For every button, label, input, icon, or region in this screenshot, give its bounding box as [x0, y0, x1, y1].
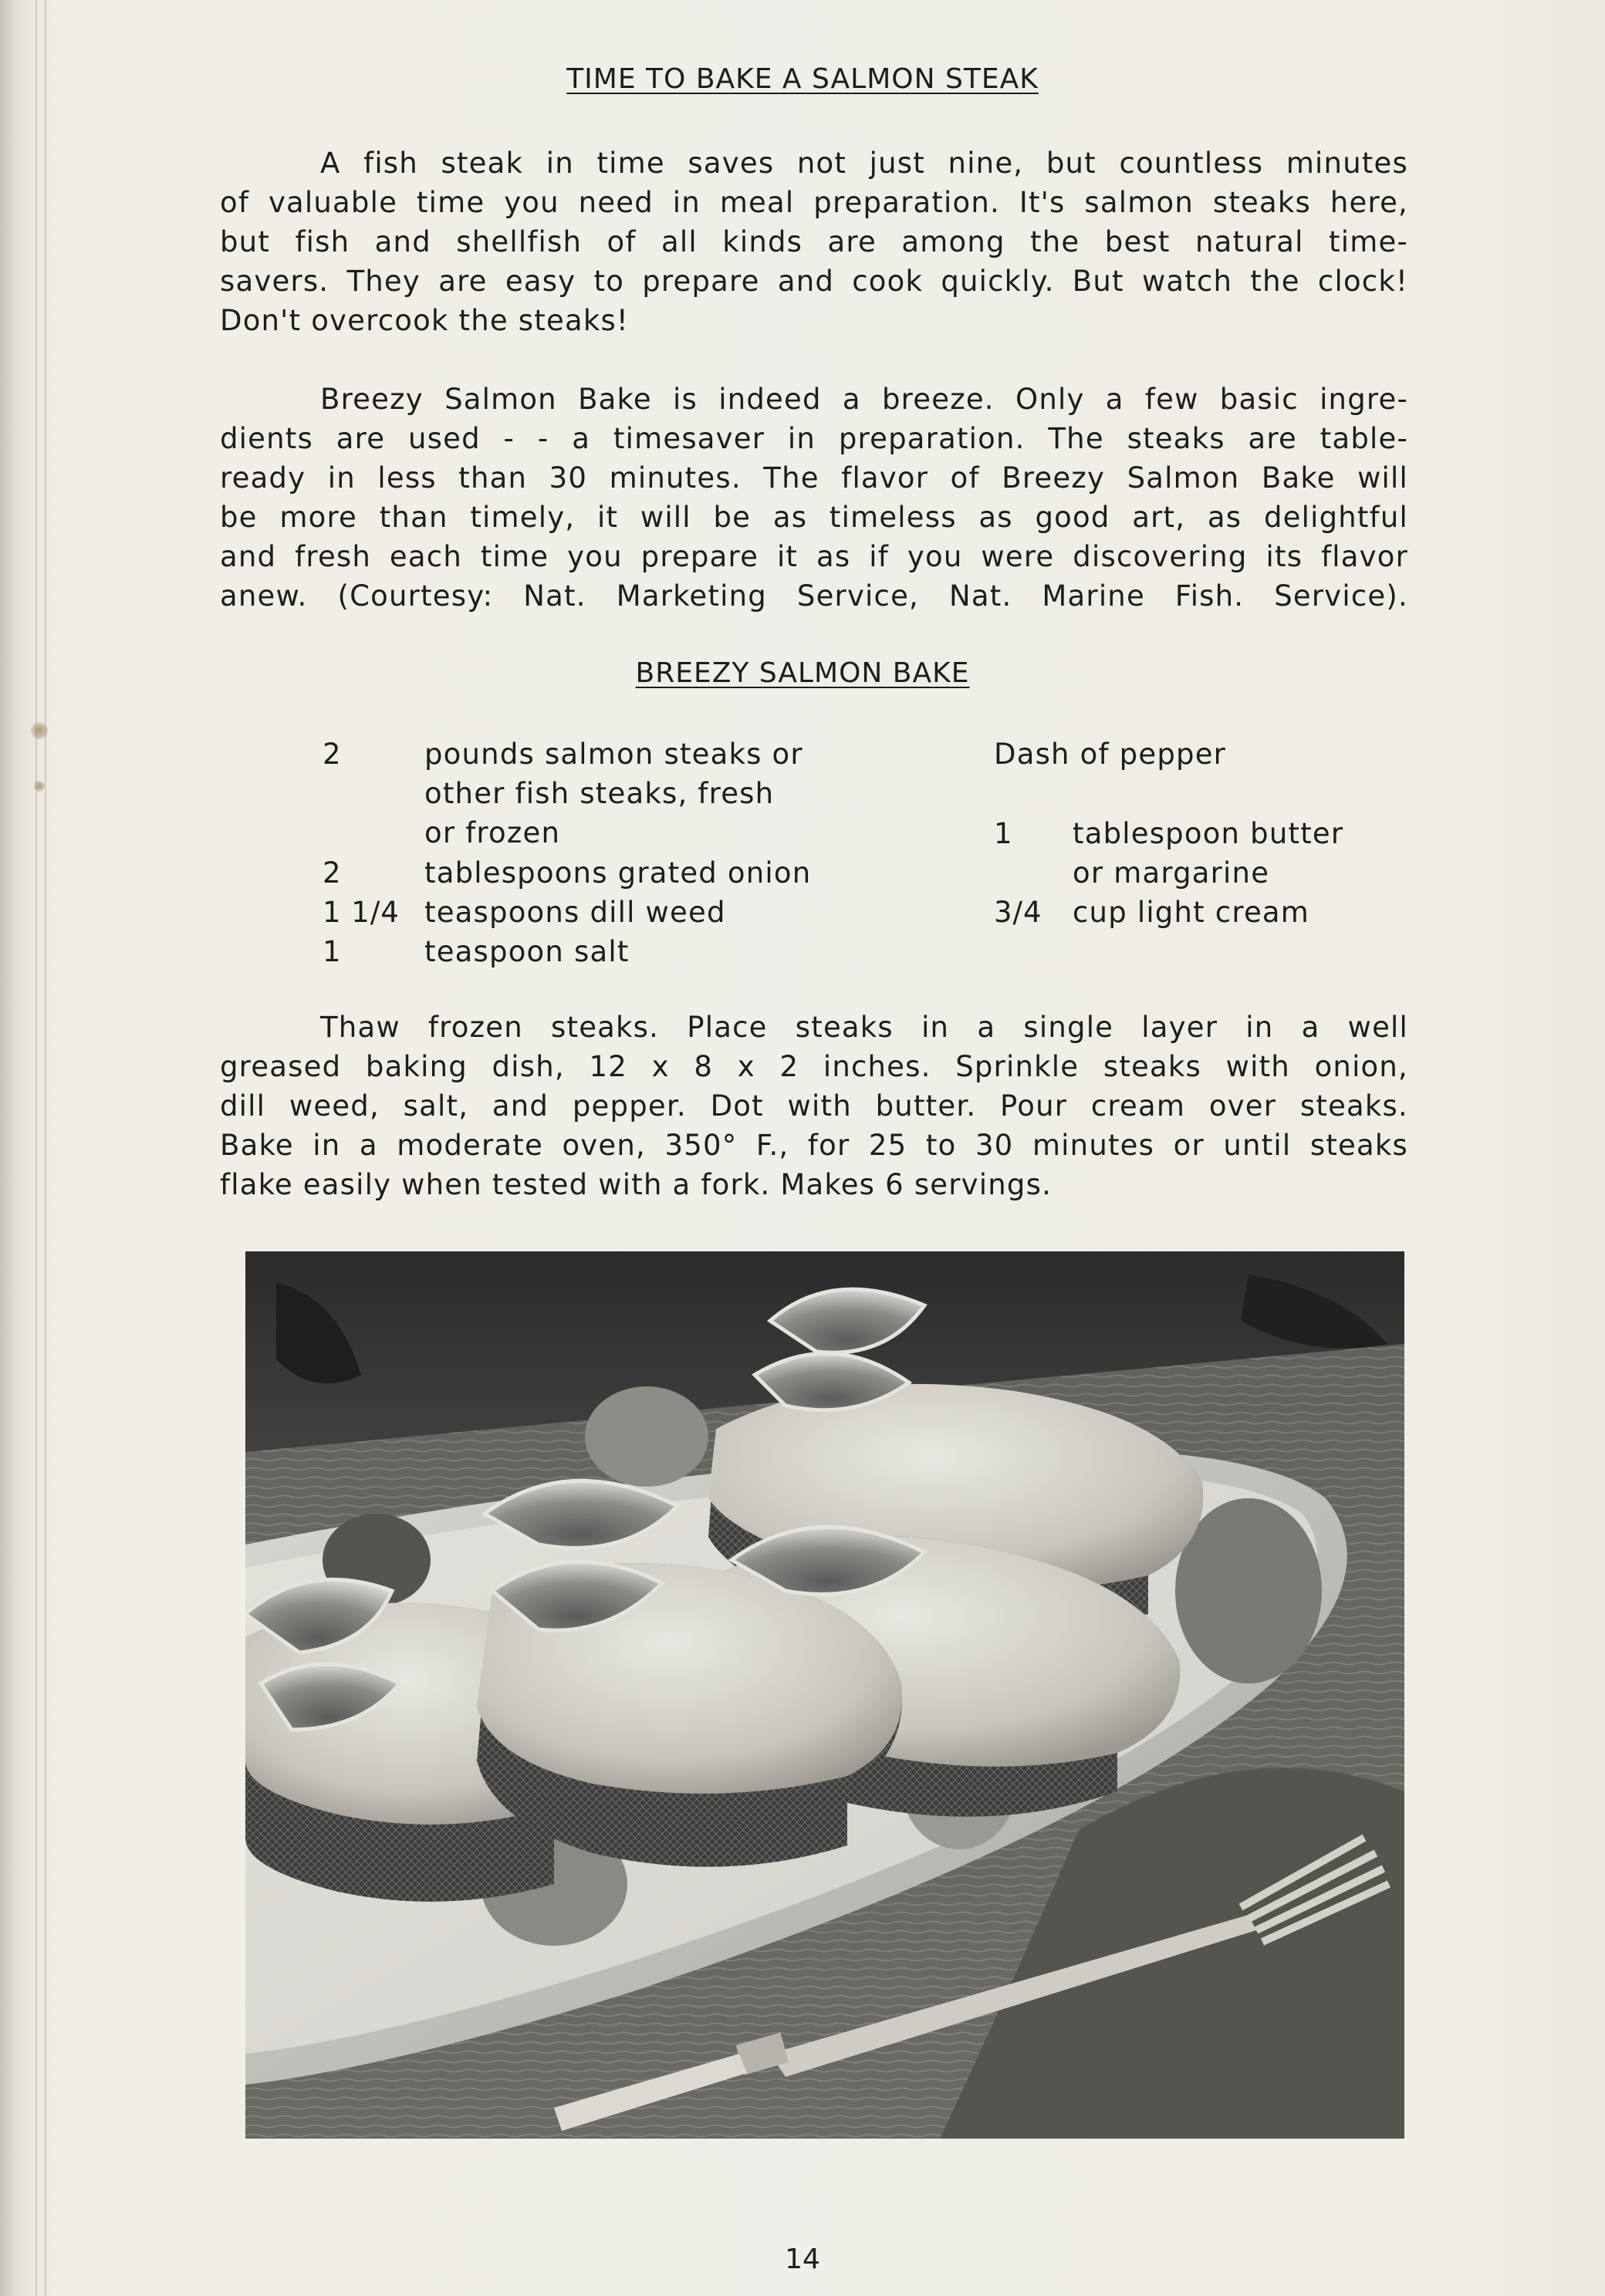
ingredient-line: tablespoons grated onion	[424, 856, 812, 890]
binding-line	[35, 0, 37, 2296]
paragraph-line: Thaw frozen steaks. Place steaks in a single layer in a well	[320, 1011, 1408, 1044]
ingredient-item	[424, 893, 726, 932]
paragraph-line: Breezy Salmon Bake is indeed a breeze. Only a few basic ingre-	[320, 383, 1408, 416]
ingredient-line: cup light cream	[1073, 896, 1310, 929]
ingredient-line: pounds salmon steaks or	[424, 738, 803, 771]
ingredient-line: Dash of pepper	[994, 738, 1227, 771]
ingredient-quantity: 3/4	[994, 896, 1042, 929]
ingredient-quantity: 1	[323, 935, 342, 968]
page-stain	[34, 781, 45, 792]
salmon-steaks-photo	[245, 1251, 1404, 2139]
ingredient-item	[1073, 814, 1343, 893]
ingredient-item	[424, 853, 811, 893]
ingredient-quantity: 2	[323, 738, 342, 771]
ingredient-quantity: 1	[994, 817, 1013, 850]
paragraph-line: be more than timely, it will be as timeless as good art, as delightful	[220, 501, 1408, 534]
paragraph-line: A fish steak in time saves not just nine, but countless minutes	[320, 147, 1408, 180]
paragraph-line: flake easily when tested with a fork. Makes 6 servings.	[220, 1168, 1053, 1201]
ingredient-quantity: 1 1/4	[323, 896, 400, 929]
recipe-title-text: BREEZY SALMON BAKE	[635, 657, 970, 689]
paragraph-line: of valuable time you need in meal preparation. It's salmon steaks here,	[220, 186, 1408, 219]
ingredient-line: or margarine	[1073, 856, 1270, 890]
ingredient-line: other fish steaks, fresh	[424, 777, 775, 810]
description-paragraph	[220, 380, 1408, 616]
ingredient-line: teaspoons dill weed	[424, 896, 726, 929]
binding-line	[45, 0, 46, 2296]
recipe-title	[0, 657, 1605, 689]
paragraph-line: anew. (Courtesy: Nat. Marketing Service, Nat. Marine Fish. Service).	[220, 579, 1408, 613]
page-title	[0, 63, 1605, 95]
page-stain	[31, 722, 48, 739]
ingredient-line: or frozen	[424, 816, 561, 849]
paragraph-line: greased baking dish, 12 x 8 x 2 inches. Sprinkle steaks with onion,	[220, 1050, 1408, 1083]
paragraph-line: dients are used - - a timesaver in preparation. The steaks are table-	[220, 422, 1408, 455]
directions-paragraph	[220, 1008, 1408, 1204]
ingredient-quantity: 2	[323, 856, 342, 890]
paragraph-line: savers. They are easy to prepare and cook quickly. But watch the clock!	[220, 265, 1408, 298]
ingredient-item	[424, 734, 803, 853]
paragraph-line: and fresh each time you prepare it as if you were discovering its flavor	[220, 540, 1408, 573]
intro-paragraph	[220, 144, 1408, 340]
paragraph-line: Don't overcook the steaks!	[220, 304, 629, 337]
paragraph-line: Bake in a moderate oven, 350° F., for 25 to 30 minutes or until steaks	[220, 1129, 1408, 1162]
salmon-steaks-illustration	[245, 1251, 1404, 2139]
paragraph-line: dill weed, salt, and pepper. Dot with butter. Pour cream over steaks.	[220, 1089, 1408, 1123]
page-title-text: TIME TO BAKE A SALMON STEAK	[566, 63, 1039, 95]
ingredient-item	[1073, 893, 1309, 932]
ingredient-line: teaspoon salt	[424, 935, 630, 968]
ingredient-item	[994, 734, 1226, 774]
paragraph-line: ready in less than 30 minutes. The flavor of Breezy Salmon Bake will	[220, 461, 1408, 495]
page-binding-edge	[0, 0, 17, 2296]
ingredient-line: tablespoon butter	[1073, 817, 1344, 850]
page-number: 14	[785, 2244, 820, 2275]
paragraph-line: but fish and shellfish of all kinds are among the best natural time-	[220, 225, 1408, 258]
ingredient-item	[424, 932, 630, 971]
